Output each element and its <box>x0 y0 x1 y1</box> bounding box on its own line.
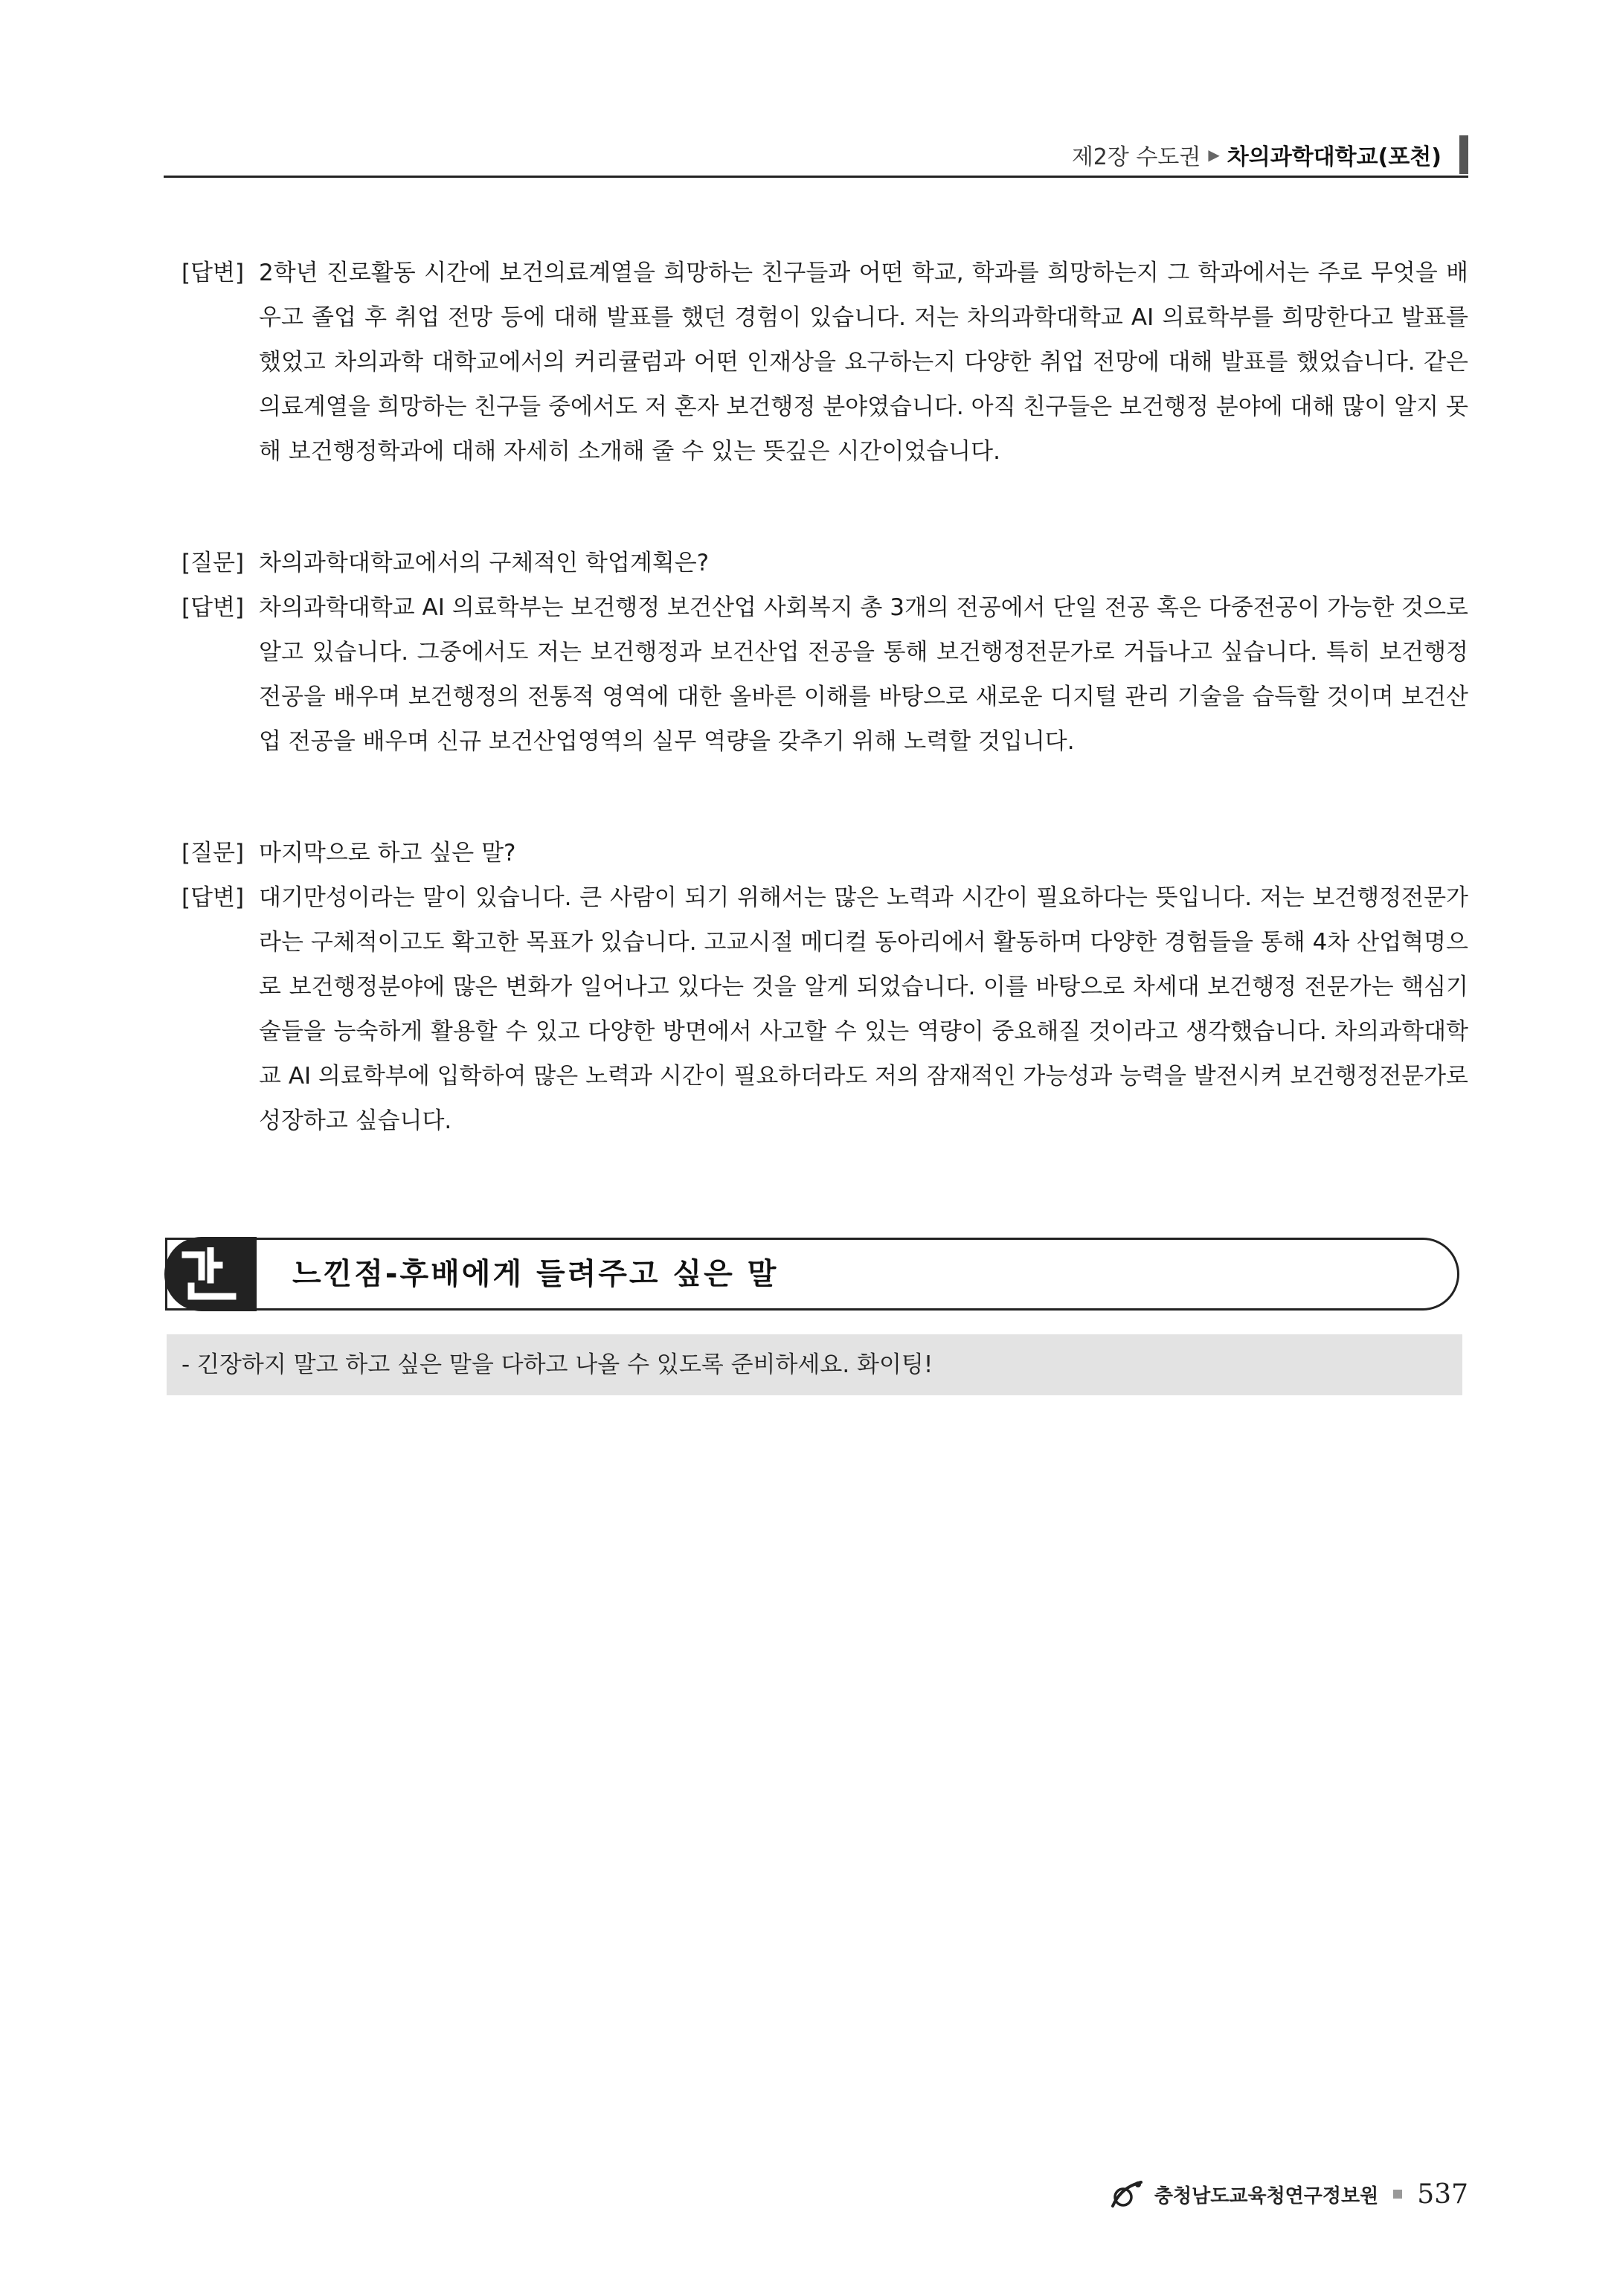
triangle-arrow-icon: ▶ <box>1208 146 1220 164</box>
answer-tag: [답변] <box>181 594 245 621</box>
question-tag: [질문] <box>181 840 245 866</box>
qa-block-3 <box>181 831 1468 1143</box>
page-header <box>164 131 1468 178</box>
section-title: 느낀점-후배에게 들려주고 싶은 말 <box>292 1257 779 1291</box>
answer-text: 대기만성이라는 말이 있습니다. 큰 사람이 되기 위해서는 많은 노력과 시간이 필요하다는 뜻입니다. 저는 보건행정전문가라는 구체적이고도 확고한 목표가 있습니다. 고교시절 메디컬 동아리에서 활동하며 다양한 경험들을 통해 4차 산업혁명으로 보건행정분야에 많은 변화가 일어나고 있다는 것을 알게 되었습니다. 이를 바탕으로 차세대 보건행정 전문가는 핵심기술들을 능숙하게 활용할 수 있고 다양한 방면에서 사고할 수 있는 역량이 중요해질 것이라고 생각했습니다. 차의과학대학교 AI 의료학부에 입학하여 많은 노력과 시간이 필요하더라도 저의 잠재적인 가능성과 능력을 발전시켜 보건행정전문가로 성장하고 싶습니다. <box>259 884 1468 1134</box>
section-badge <box>164 1237 257 1311</box>
question-text: 차의과학대학교에서의 구체적인 학업계획은? <box>259 550 710 576</box>
answer-text: 차의과학대학교 AI 의료학부는 보건행정 보건산업 사회복지 총 3개의 전공에서 단일 전공 혹은 다중전공이 가능한 것으로 알고 있습니다. 그중에서도 저는 보건행정과 보건산업 전공을 통해 보건행정전문가로 거듭나고 싶습니다. 특히 보건행정 전공을 배우며 보건행정의 전통적 영역에 대한 올바른 이해를 바탕으로 새로운 디지털 관리 기술을 습득할 것이며 보건산업 전공을 배우며 신규 보건산업영역의 실무 역량을 갖추기 위해 노력할 것입니다. <box>259 594 1468 755</box>
org-name: 충청남도교육청연구정보원 <box>1154 2184 1379 2207</box>
qa-block-2 <box>181 541 1468 764</box>
answer-item <box>181 585 1468 764</box>
school-title: 차의과학대학교(포천) <box>1227 144 1442 170</box>
answer-tag: [답변] <box>181 884 245 911</box>
page-number: 537 <box>1417 2178 1468 2210</box>
question-item <box>181 831 1468 875</box>
answer-item <box>181 875 1468 1143</box>
answer-text: 2학년 진로활동 시간에 보건의료계열을 희망하는 친구들과 어떤 학교, 학과를 희망하는지 그 학과에서는 주로 무엇을 배우고 졸업 후 취업 전망 등에 대해 발표를 했던 경험이 있습니다. 저는 차의과학대학교 AI 의료학부를 희망한다고 발표를 했었고 차의과학 대학교에서의 커리큘럼과 어떤 인재상을 요구하는지 다양한 취업 전망에 대해 발표를 했었습니다. 같은 의료계열을 희망하는 친구들 중에서도 저 혼자 보건행정 분야였습니다. 아직 친구들은 보건행정 분야에 대해 많이 알지 못해 보건행정학과에 대해 자세히 소개해 줄 수 있는 뜻깊은 시간이었습니다. <box>259 260 1468 465</box>
header-inner <box>1072 135 1468 174</box>
answer-tag: [답변] <box>181 260 245 286</box>
page-footer <box>1108 2172 1468 2216</box>
answer-item <box>181 251 1468 474</box>
section-banner <box>165 1238 1459 1311</box>
org-logo-icon <box>1108 2178 1144 2210</box>
ganeun-badge-icon <box>179 1247 242 1301</box>
chapter-label: 제2장 수도권 <box>1071 144 1201 170</box>
question-item <box>181 541 1468 585</box>
qa-block-1 <box>181 251 1468 474</box>
header-bar-decoration <box>1459 135 1468 174</box>
advice-box: - 긴장하지 말고 하고 싶은 말을 다하고 나올 수 있도록 준비하세요. 화이팅! <box>167 1334 1462 1395</box>
question-text: 마지막으로 하고 싶은 말? <box>259 840 516 866</box>
question-tag: [질문] <box>181 550 245 576</box>
square-separator-icon <box>1393 2190 1402 2199</box>
